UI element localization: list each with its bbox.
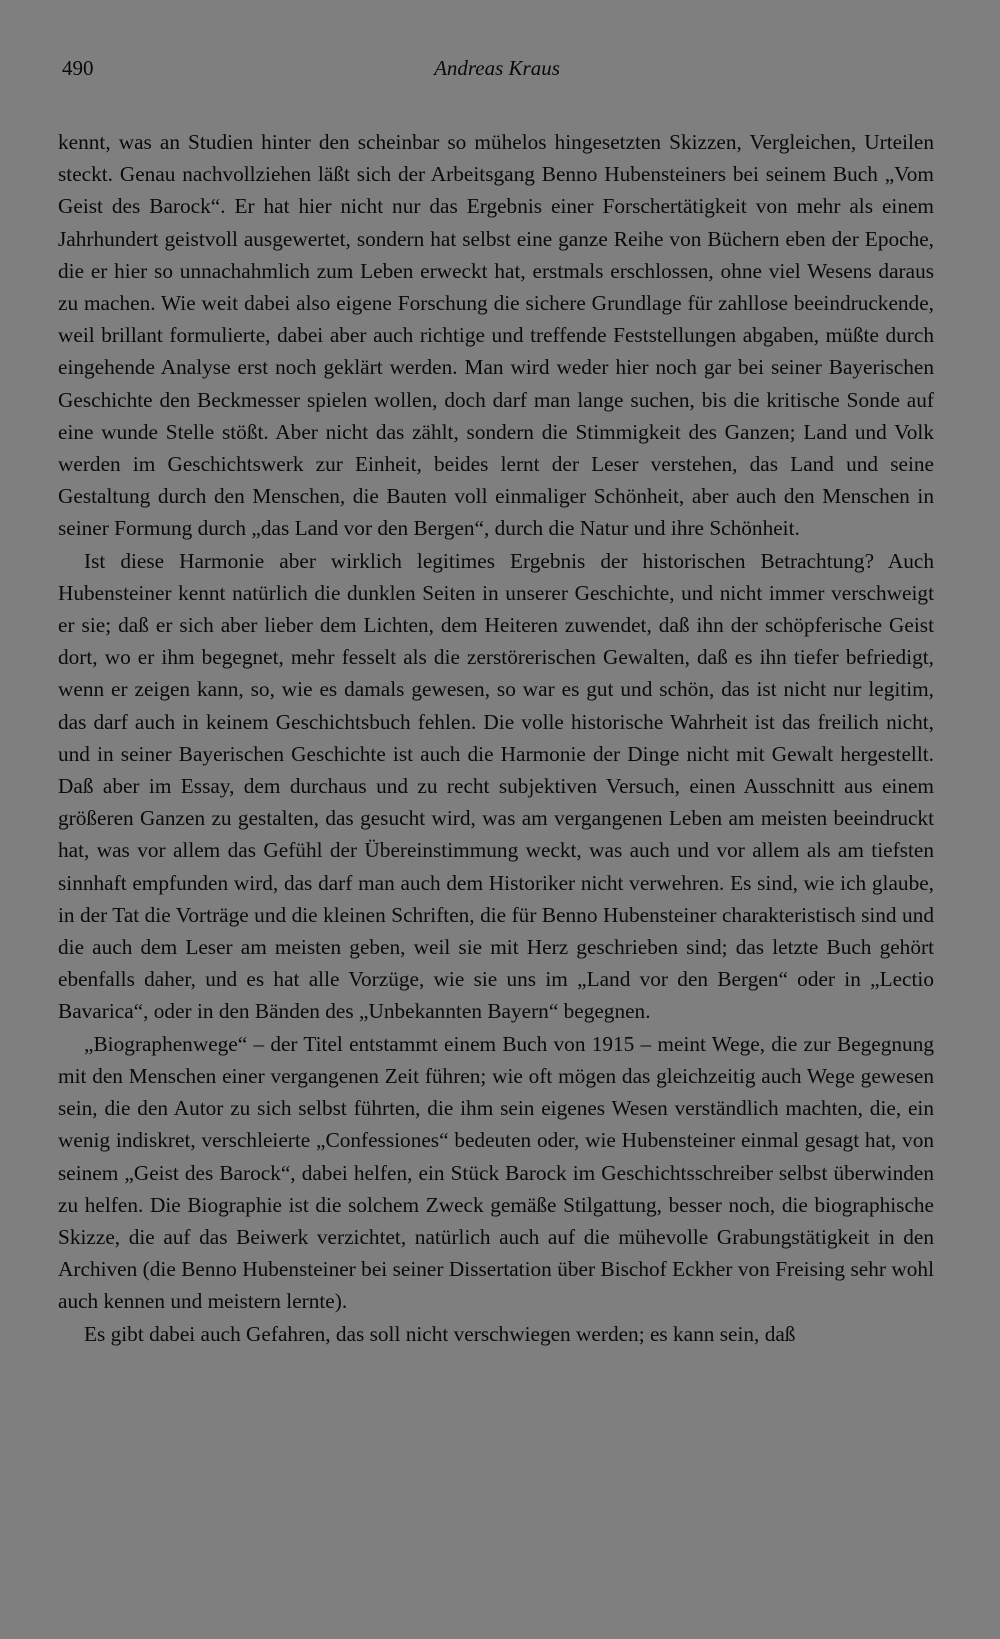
page-number: 490 <box>62 56 94 80</box>
paragraph-2: Ist diese Harmonie aber wirklich legitimes Ergebnis der historischen Betrachtung? Auch Hubensteiner kennt natürlich die dunklen Seiten in unserer Geschichte, und nicht immer verschweigt er sie; daß er sich aber lieber dem Lichten, dem Heiteren zuwendet, daß ihn der schöpferische Geist dort, wo er ihm begegnet, mehr fesselt als die zerstörerischen Gewalten, daß es ihn tiefer befriedigt, wenn er zeigen kann, so, wie es damals gewesen, so war es gut und schön, das ist nicht nur legitim, das darf auch in keinem Geschichtsbuch fehlen. Die volle historische Wahrheit ist das freilich nicht, und in seiner Bayerischen Geschichte ist auch die Harmonie der Dinge nicht mit Gewalt hergestellt. Daß aber im Essay, dem durchaus und zu recht subjektiven Versuch, einen Ausschnitt aus einem größeren Ganzen zu gestalten, das gesucht wird, was am vergangenen Leben am meisten beeindruckt hat, was vor allem das Gefühl der Übereinstimmung weckt, was auch und vor allem als am tiefsten sinnhaft empfunden wird, das darf man auch dem Historiker nicht verwehren. Es sind, wie ich glaube, in der Tat die Vorträge und die kleinen Schriften, die für Benno Hubensteiner charakteristisch sind und die auch dem Leser am meisten geben, weil sie mit Herz geschrieben sind; das letzte Buch gehört ebenfalls daher, und es hat alle Vorzüge, wie sie uns im „Land vor den Bergen“ oder in „Lectio Bavarica“, oder in den Bänden des „Unbekannten Bayern“ begegnen. <box>58 548 934 1024</box>
paragraph-1: kennt, was an Studien hinter den scheinbar so mühelos hingesetzten Skizzen, Vergleichen, Urteilen steckt. Genau nachvollziehen läßt sich der Arbeitsgang Benno Hubensteiners bei seinem Buch „Vom Geist des Barock“. Er hat hier nicht nur das Ergebnis einer Forschertätigkeit von mehr als einem Jahrhundert geistvoll ausgewertet, sondern hat selbst eine ganze Reihe von Büchern eben der Epoche, die er hier so unnachahmlich zum Leben erweckt hat, erstmals erschlossen, ohne viel Wesens daraus zu machen. Wie weit dabei also eigene Forschung die sichere Grundlage für zahllose beeindruckende, weil brillant formulierte, dabei aber auch richtige und treffende Feststellungen abgaben, müßte durch eingehende Analyse erst noch geklärt werden. Man wird weder hier noch gar bei seiner Bayerischen Geschichte den Beckmesser spielen wollen, doch darf man lange suchen, bis die kritische Sonde auf eine wunde Stelle stößt. Aber nicht das zählt, sondern die Stimmigkeit des Ganzen; Land und Volk werden im Geschichtswerk zur Einheit, beides lernt der Leser verstehen, das Land und seine Gestaltung durch den Menschen, die Bauten voll einmaliger Schönheit, aber auch den Menschen in seiner Formung durch „das Land vor den Bergen“, durch die Natur und ihre Schönheit. <box>58 130 934 541</box>
running-head: Andreas Kraus <box>434 56 560 80</box>
page-header <box>62 56 932 86</box>
body-text <box>58 126 934 1350</box>
paragraph-4: Es gibt dabei auch Gefahren, das soll nicht verschwiegen werden; es kann sein, daß <box>84 1321 796 1346</box>
paragraph-3: „Biographenwege“ – der Titel entstammt einem Buch von 1915 – meint Wege, die zur Begegnung mit den Menschen einer vergangenen Zeit führen; wie oft mögen das gleichzeitig auch Wege gewesen sein, die den Autor zu sich selbst führten, die ihm sein eigenes Wesen verständlich machten, die, ein wenig indiskret, verschleierte „Confessiones“ bedeuten oder, wie Hubensteiner einmal gesagt hat, von seinem „Geist des Barock“, dabei helfen, ein Stück Barock im Geschichtsschreiber selbst überwinden zu helfen. Die Biographie ist die solchem Zweck gemäße Stilgattung, besser noch, die biographische Skizze, die auf das Beiwerk verzichtet, natürlich auch auf die mühevolle Grabungstätigkeit in den Archiven (die Benno Hubensteiner bei seiner Dissertation über Bischof Eckher von Freising sehr wohl auch kennen und meistern lernte). <box>58 1031 934 1314</box>
